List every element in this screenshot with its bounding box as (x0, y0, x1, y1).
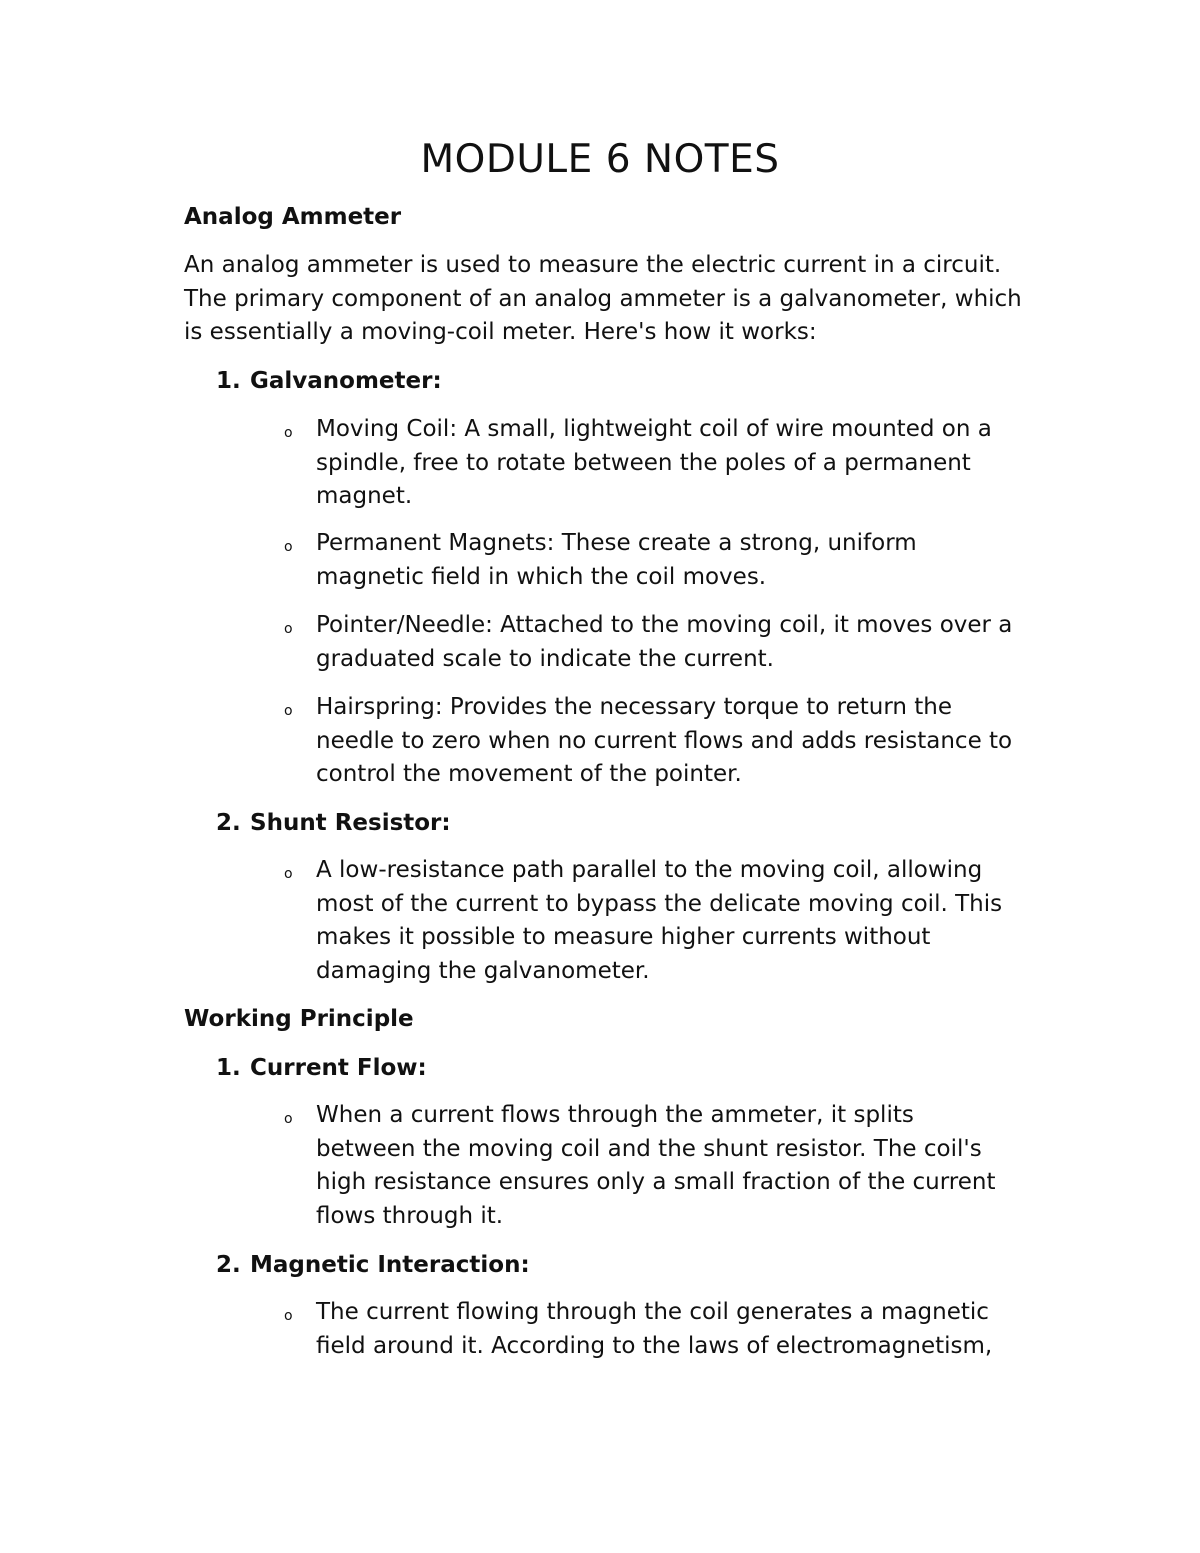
bullet-marker-icon: o (284, 866, 293, 882)
bullet-marker-icon: o (284, 1308, 293, 1324)
item-label: Current Flow: (250, 1055, 427, 1081)
bullet-marker-icon: o (284, 425, 293, 441)
bullet-item (284, 691, 1014, 792)
item-number: 1. (216, 368, 241, 394)
bullet-text: When a current flows through the ammeter, it splits between the moving coil and the shunt resistor. The coil's high resistance ensures only a small fraction of the current flows through it. (316, 1102, 996, 1229)
bullet-item (284, 1099, 1014, 1233)
bullet-item (284, 527, 1014, 594)
bullet-text: Permanent Magnets: These create a strong, uniform magnetic field in which the coil moves. (316, 530, 917, 590)
bullet-marker-icon: o (284, 703, 293, 719)
section-heading-working-principle: Working Principle (184, 1006, 414, 1032)
item-label: Magnetic Interaction: (250, 1252, 530, 1278)
bullet-text: Moving Coil: A small, lightweight coil of wire mounted on a spindle, free to rotate between the poles of a permanent magnet. (316, 416, 992, 509)
item-label: Galvanometer: (250, 368, 442, 394)
bullet-item (284, 854, 1014, 988)
bullet-text: The current flowing through the coil generates a magnetic field around it. According to the laws of electromagnetism, (316, 1299, 993, 1359)
numbered-item-magnetic-interaction (216, 1248, 530, 1282)
intro-paragraph: An analog ammeter is used to measure the electric current in a circuit. The primary component of an analog ammeter is a galvanometer, which is essentially a moving-coil meter. Here's how it works: (184, 252, 1022, 345)
numbered-item-current-flow (216, 1051, 427, 1085)
page-title: MODULE 6 NOTES (420, 137, 780, 182)
bullet-text: Hairspring: Provides the necessary torque to return the needle to zero when no current flows and adds resistance to control the movement of the pointer. (316, 694, 1013, 787)
bullet-marker-icon: o (284, 1111, 293, 1127)
bullet-item (284, 609, 1014, 676)
bullet-item (284, 1296, 1014, 1363)
bullet-text: Pointer/Needle: Attached to the moving coil, it moves over a graduated scale to indicate the current. (316, 612, 1013, 672)
item-number: 1. (216, 1055, 241, 1081)
section-heading-analog-ammeter: Analog Ammeter (184, 204, 402, 230)
item-number: 2. (216, 810, 241, 836)
bullet-marker-icon: o (284, 621, 293, 637)
bullet-marker-icon: o (284, 539, 293, 555)
item-label: Shunt Resistor: (250, 810, 451, 836)
bullet-item (284, 413, 1014, 514)
item-number: 2. (216, 1252, 241, 1278)
bullet-text: A low-resistance path parallel to the moving coil, allowing most of the current to bypass the delicate moving coil. This makes it possible to measure higher currents without damaging the galvanometer. (316, 857, 1003, 984)
numbered-item-galvanometer (216, 364, 442, 398)
numbered-item-shunt-resistor (216, 806, 451, 840)
